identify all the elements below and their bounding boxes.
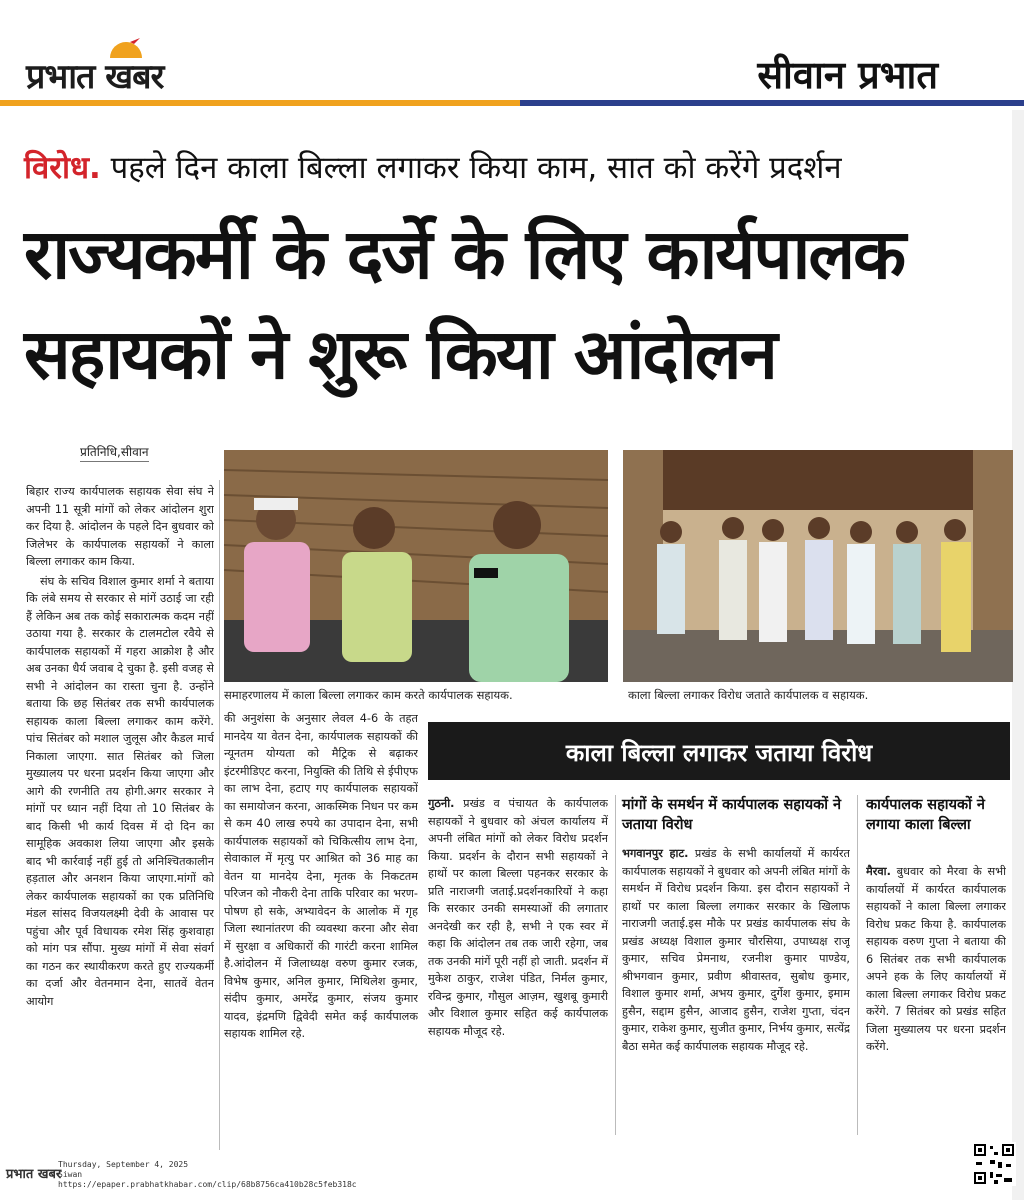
paragraph-text: प्रखंड के सभी कार्यालयों में कार्यरत कार्यपालक सहायकों ने बुधवार को अपनी लंबित मांगों के समर्थन में विरोध प्रदर्शन किया. इस दौरान सहायकों ने हाथों पर काला बिल्ला लगाकर सरकार के खिलाफ नाराजगी जताई.इस मौके पर प्रखंड कार्यपालक संघ के प्रखंड अध्यक्ष विशाल कुमार चौरसिया, उपाध्यक्ष राजू कुमार, सचिव प्रेमनाथ, रजनीश कुमार पाण्डेय, श्रीभगवान कुमार, प्रवीण श्रीवास्तव, सुबोध कुमार, विशाल कुमार शर्मा, अभय कुमार, दुर्गेश कुमार, इमाम हुसैन, सद्दाम हुसैन, आजाद हुसैन, राजेश गुप्ता, चंदन कुमार, राकेश कुमार, सुजीत कुमार, निर्भय कुमार, सत्येंद्र बैठा समेत कई कार्यपालक सहायक मौजूद रहे. [622,847,850,1053]
article-paragraph: बिहार राज्य कार्यपालक सहायक सेवा संघ ने अपनी 11 सूत्री मांगों को लेकर आंदोलन शुरा कर दिया है. आंदोलन के पहले दिन बुधवार को जिलेभर के कार्यपालक सहायकों ने काला बिल्ला लगाकर काम किया. [26,485,214,568]
kicker-text: पहले दिन काला बिल्ला लगाकर किया काम, सात को करेंगे प्रदर्शन [100,150,842,186]
article-column-1 [26,483,214,1163]
footer-info [58,1160,357,1190]
byline: प्रतिनिधि,सीवान [80,443,149,462]
photo-office-workers[interactable] [224,450,608,682]
footer-city: Siwan [58,1170,83,1179]
article-column-guthni [428,795,608,1155]
article-paragraph [428,795,608,1040]
article-paragraph [622,845,850,1055]
paragraph-text: बुधवार को मैरवा के सभी कार्यालयों में कार्यरत कार्यपालक सहायकों ने काला बिल्ला लगाकर विरोध प्रकट किया है. कार्यपालक सहायक वरुण गुप्ता ने बताया की 6 सितंबर तक सभी कार्यपालक अपने हक के लिए कार्यालयों में काला बिल्ला लगाकर विरोध प्रकट करेंगे. 7 सितंबर को प्रखंड सहित जिला मुख्यालय पर धरना प्रदर्शन करेंगे. [866,865,1006,1053]
qr-code-icon[interactable] [972,1142,1016,1186]
photo-caption-2: काला बिल्ला लगाकर विरोध जताते कार्यपालक व सहायक. [628,688,869,702]
page-edge-strip [1012,110,1024,1200]
story-headline-mairwa: कार्यपालक सहायकों ने लगाया काला बिल्ला [866,797,985,833]
main-headline-line-2: सहायकों ने शुरू किया आंदोलन [24,315,776,395]
main-headline-line-1: राज्यकर्मी के दर्जे के लिए कार्यपालक [24,215,905,295]
masthead-rule-orange [0,100,520,106]
footer-logo: प्रभात खबर [6,1167,62,1182]
footer-url[interactable]: https://epaper.prabhatkhabar.com/clip/68b8756ca410b28c5feb318c [58,1180,357,1189]
headline-kicker [24,146,842,188]
masthead-rule-blue [520,100,1024,106]
story-headline-bhagwanpur: मांगों के समर्थन में कार्यपालक सहायकों ने जताया विरोध [622,797,842,833]
photo-caption-1: समाहरणालय में काला बिल्ला लगाकर काम करते कार्यपालक सहायक. [224,688,513,702]
photo-group-protest[interactable] [623,450,1013,682]
column-divider [857,795,858,1135]
paragraph-text: प्रखंड व पंचायत के कार्यपालक सहायकों ने बुधवार को अंचल कार्यालय में अपनी लंबित मांगों को लेकर विरोध प्रदर्शन किया. प्रदर्शन के दौरान सभी सहायकों ने हाथों पर काला बिल्ला पहनकर सरकार के प्रति नाराजगी जताई.प्रदर्शनकारियों ने कहा कि सरकार उनकी समस्याओं की लगातार अनदेखी कर रही है, सभी ने एक स्वर में कहा कि आंदोलन तब तक जारी रहेगा, जब तक उनकी मांगें पूरी नहीं हो जाती. प्रदर्शन में मुकेश ठाकुर, राजेश पंडित, निर्मल कुमार, रविन्द्र कुमार, गौसुल आज़म, खुशबू कुमारी और विशाल कुमार सहित कई कार्यपालक सहायक मौजूद रहे. [428,797,608,1038]
article-paragraph: संघ के सचिव विशाल कुमार शर्मा ने बताया कि लंबे समय से सरकार से मांगें उठाई जा रही हैं लेकिन अब तक कोई सकारात्मक कदम नहीं उठाया गया है. सरकार के टालमटोल रवैये से कार्यपालक सहायकों में गहरा आक्रोश है और अब उनका धैर्य जवाब दे चुका है. इसी वजह से सभी ने आंदोलन का रास्ता चुना है. उन्होंने बताया कि छह सितंबर तक सभी कार्यपालक सहायक काला बिल्ला लगाकर काम करेंगे. पांच सितंबर को मशाल जुलूस और कैडल मार्च निकाला जाएगा. सात सितंबर को जिला मुख्यालय पर धरना प्रदर्शन किया जाएगा और आगे की रणनीति तय होगी.अगर सरकार ने मांगों पर ध्यान नहीं दिया तो 10 सितंबर के बाद किसी भी कार्य दिवस में दो दिन का सामूहिक अवकाश लिया जाएगा और इसके बाद भी कार्रवाई नहीं हुई तो अनिश्चितकालीन हड़ताल और अनशन किया जाएगा.मांगों को लेकर कार्यपालक सहायकों का एक प्रतिनिधि मंडल सांसद विजयलक्ष्मी देवी के आवास पर पहुंचा और पूर्व विधायक रमेश सिंह कुशवाहा को मांग पत्र सौंपा. मुख्य मांगों में सेवा संवर्ग का गठन कर स्थायीकरण करते हुए राज्यकर्मी का दर्जा और वेतनमान देना, सातवें वेतन आयोग [26,574,214,1008]
column-divider [219,480,220,1150]
footer-date: Thursday, September 4, 2025 [58,1160,189,1169]
article-paragraph [866,863,1006,1056]
dateline: भगवानपुर हाट. [622,847,689,860]
section-banner-title: काला बिल्ला लगाकर जताया विरोध [565,739,873,767]
kicker-tag: विरोध. [24,150,101,186]
newspaper-logo[interactable]: प्रभात खबर [26,57,164,97]
column-divider [615,795,616,1135]
article-column-mairwa [866,863,1006,1143]
article-paragraph: की अनुशंसा के अनुसार लेवल 4-6 के तहत मानदेय या वेतन देना, कार्यपालक सहायकों की न्यूनतम योग्यता को मैट्रिक से बढ़ाकर इंटरमीडिएट करना, नियुक्ति की तिथि से ईपीएफ का लाभ देना, हटाए गए कार्यपालक सहायकों का समायोजन करना, आकस्मिक निधन पर कम से कम 40 लाख रुपये का उपादान देना, सभी कार्यपालक सहायकों को चिकित्सीय लाभ देना, सेवाकाल में मृत्यु पर आश्रित को 36 माह का वेतन या मानदेय देना, मृतक के निकटतम परिजन को नौकरी देना ताकि परिवार का भरण-पोषण हो सके, अभ्यावेदन के आलोक में गृह जिला स्थानांतरण की व्यवस्था करना और सेवा में सुरक्षा व अधिकारों की गारंटी करना शामिल है.आंदोलन में जिलाध्यक्ष वरुण कुमार रजक, विभेष कुमार, अनिल कुमार, मिथिलेश कुमार, संदीप कुमार, अमरेंद्र कुमार, संजय कुमार यादव, इंद्रमणि द्विवेदी समेत कई कार्यपालक सहायक शामिल रहे. [224,712,418,1040]
article-column-bhagwanpur [622,845,850,1145]
dateline: गुठनी. [428,797,455,810]
dateline: मैरवा. [866,865,891,878]
edition-title: सीवान प्रभात [757,52,938,97]
article-column-2 [224,710,418,1150]
